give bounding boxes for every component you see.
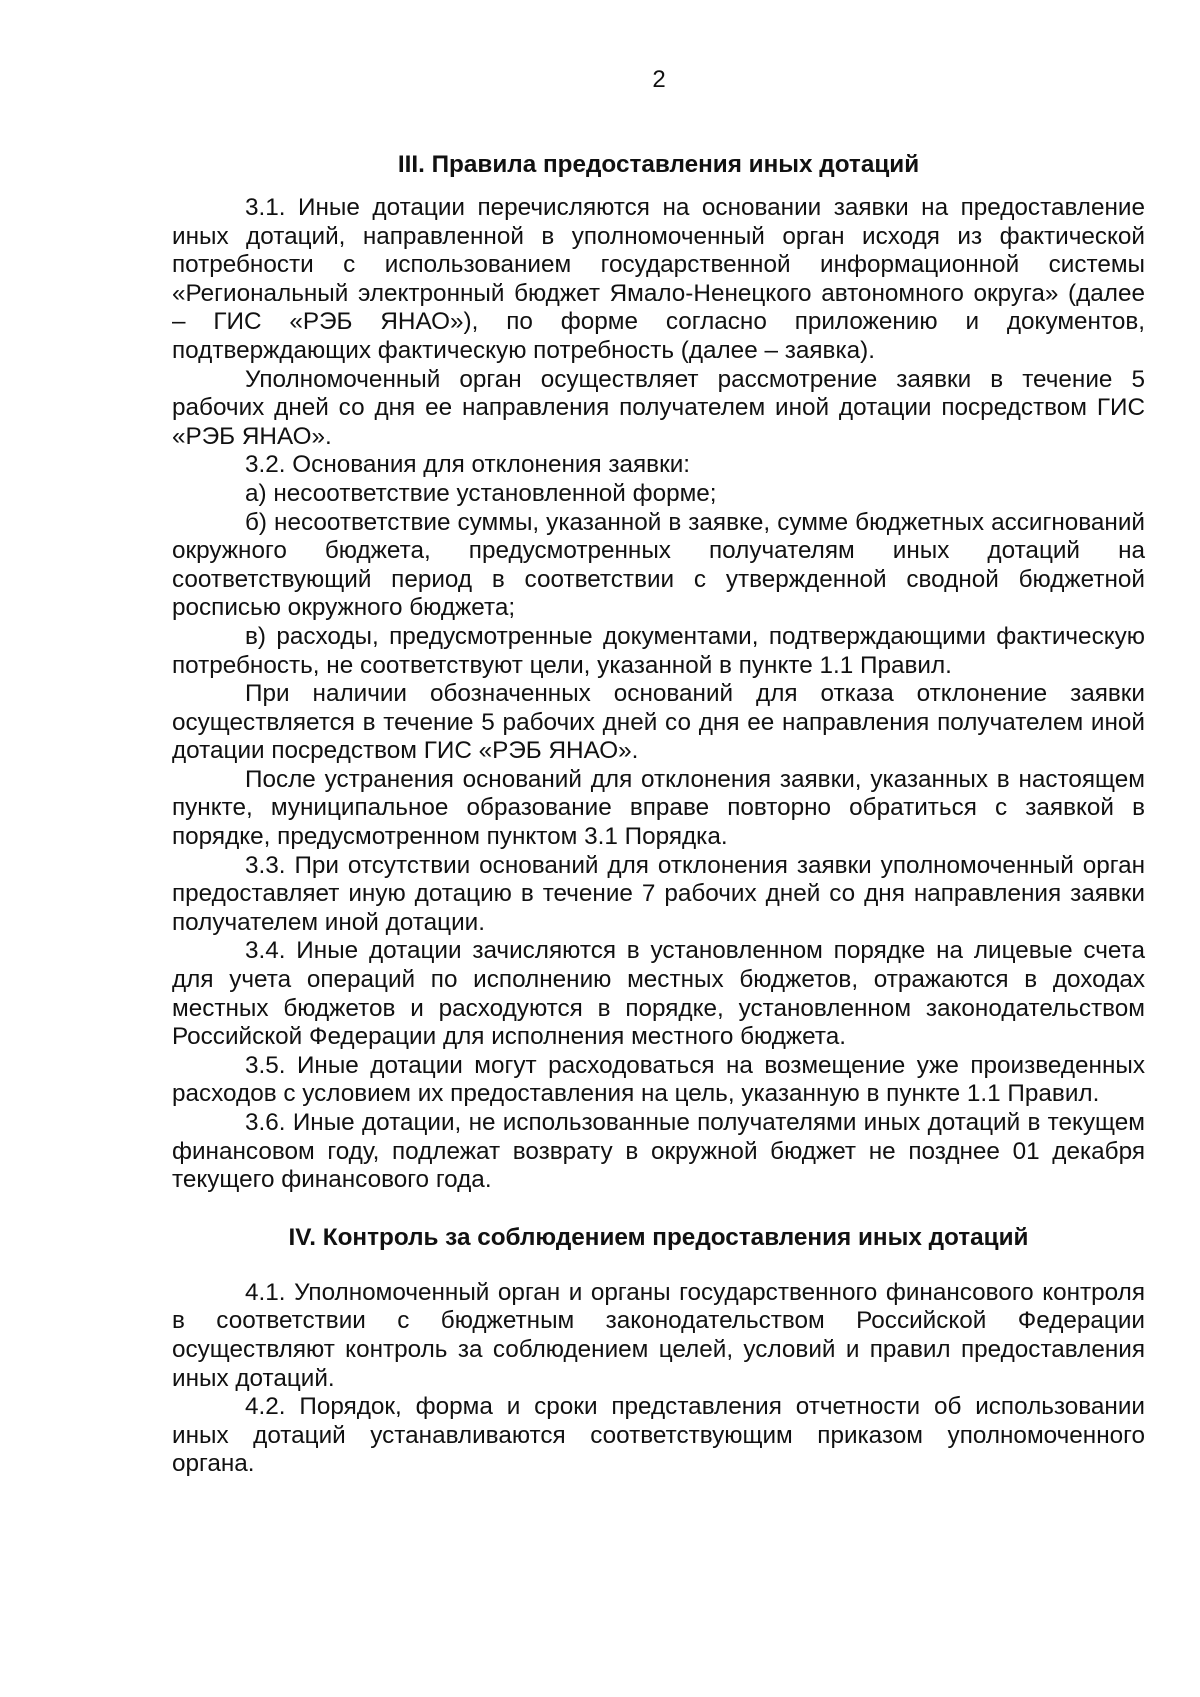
paragraph-rejection-term: При наличии обозначенных оснований для отказа отклонение заявки осуществляется в течение 5 рабочих дней со дня ее направления получателем иной дотации посредством ГИС «РЭБ ЯНАО». xyxy=(172,680,1145,765)
paragraph-3-2-v: в) расходы, предусмотренные документами, подтверждающими фактическую потребность, не соответствуют цели, указанной в пункте 1.1 Правил. xyxy=(172,622,1145,679)
paragraph-3-6: 3.6. Иные дотации, не использованные получателями иных дотаций в текущем финансовом году, подлежат возврату в окружной бюджет не позднее 01 декабря текущего финансового года. xyxy=(172,1109,1145,1194)
page-number: 2 xyxy=(652,66,666,93)
paragraph-4-1: 4.1. Уполномоченный орган и органы государственного финансового контроля в соответствии с бюджетным законодательством Российской Федерации осуществляют контроль за соблюдением целей, условий и правил предоставления иных дотаций. xyxy=(172,1278,1145,1392)
paragraph-3-2: 3.2. Основания для отклонения заявки: xyxy=(245,451,691,479)
section-4-heading: IV. Контроль за соблюдением предоставления иных дотаций xyxy=(288,1223,1029,1251)
paragraph-resubmission: После устранения оснований для отклонения заявки, указанных в настоящем пункте, муниципальное образование вправе повторно обратиться с заявкой в порядке, предусмотренном пунктом 3.1 Порядка. xyxy=(172,765,1145,851)
paragraph-3-2-b: б) несоответствие суммы, указанной в заявке, сумме бюджетных ассигнований окружного бюджета, предусмотренных получателям иных дотаций на соответствующий период в соответствии с утвержденной сводной бюджетной росписью окружного бюджета; xyxy=(172,508,1145,622)
paragraph-review-term: Уполномоченный орган осуществляет рассмотрение заявки в течение 5 рабочих дней со дня ее направления получателем иной дотации посредством ГИС «РЭБ ЯНАО». xyxy=(172,365,1145,450)
paragraph-4-2: 4.2. Порядок, форма и сроки представления отчетности об использовании иных дотаций устанавливаются соответствующим приказом уполномоченного органа. xyxy=(172,1393,1145,1478)
paragraph-3-3: 3.3. При отсутствии оснований для отклонения заявки уполномоченный орган предоставляет иную дотацию в течение 7 рабочих дней со дня направления заявки получателем иной дотации. xyxy=(172,851,1145,936)
paragraph-3-2-a: а) несоответствие установленной форме; xyxy=(245,479,717,507)
paragraph-3-5: 3.5. Иные дотации могут расходоваться на возмещение уже произведенных расходов с условием их предоставления на цель, указанную в пункте 1.1 Правил. xyxy=(172,1051,1145,1108)
paragraph-3-4: 3.4. Иные дотации зачисляются в установленном порядке на лицевые счета для учета операций по исполнению местных бюджетов, отражаются в доходах местных бюджетов и расходуются в порядке, установленном законодательством Российской Федерации для исполнения местного бюджета. xyxy=(172,937,1145,1051)
paragraph-3-1: 3.1. Иные дотации перечисляются на основании заявки на предоставление иных дотаций, направленной в уполномоченный орган исходя из фактической потребности с использованием государственной информационной системы «Региональный электронный бюджет Ямало-Ненецкого автономного округа» (далее – ГИС «РЭБ ЯНАО»), по форме согласно приложению и документов, подтверждающих фактическую потребность (далее – заявка). xyxy=(172,194,1145,364)
document-body xyxy=(172,150,1145,1479)
section-3-heading: III. Правила предоставления иных дотаций xyxy=(397,151,920,178)
